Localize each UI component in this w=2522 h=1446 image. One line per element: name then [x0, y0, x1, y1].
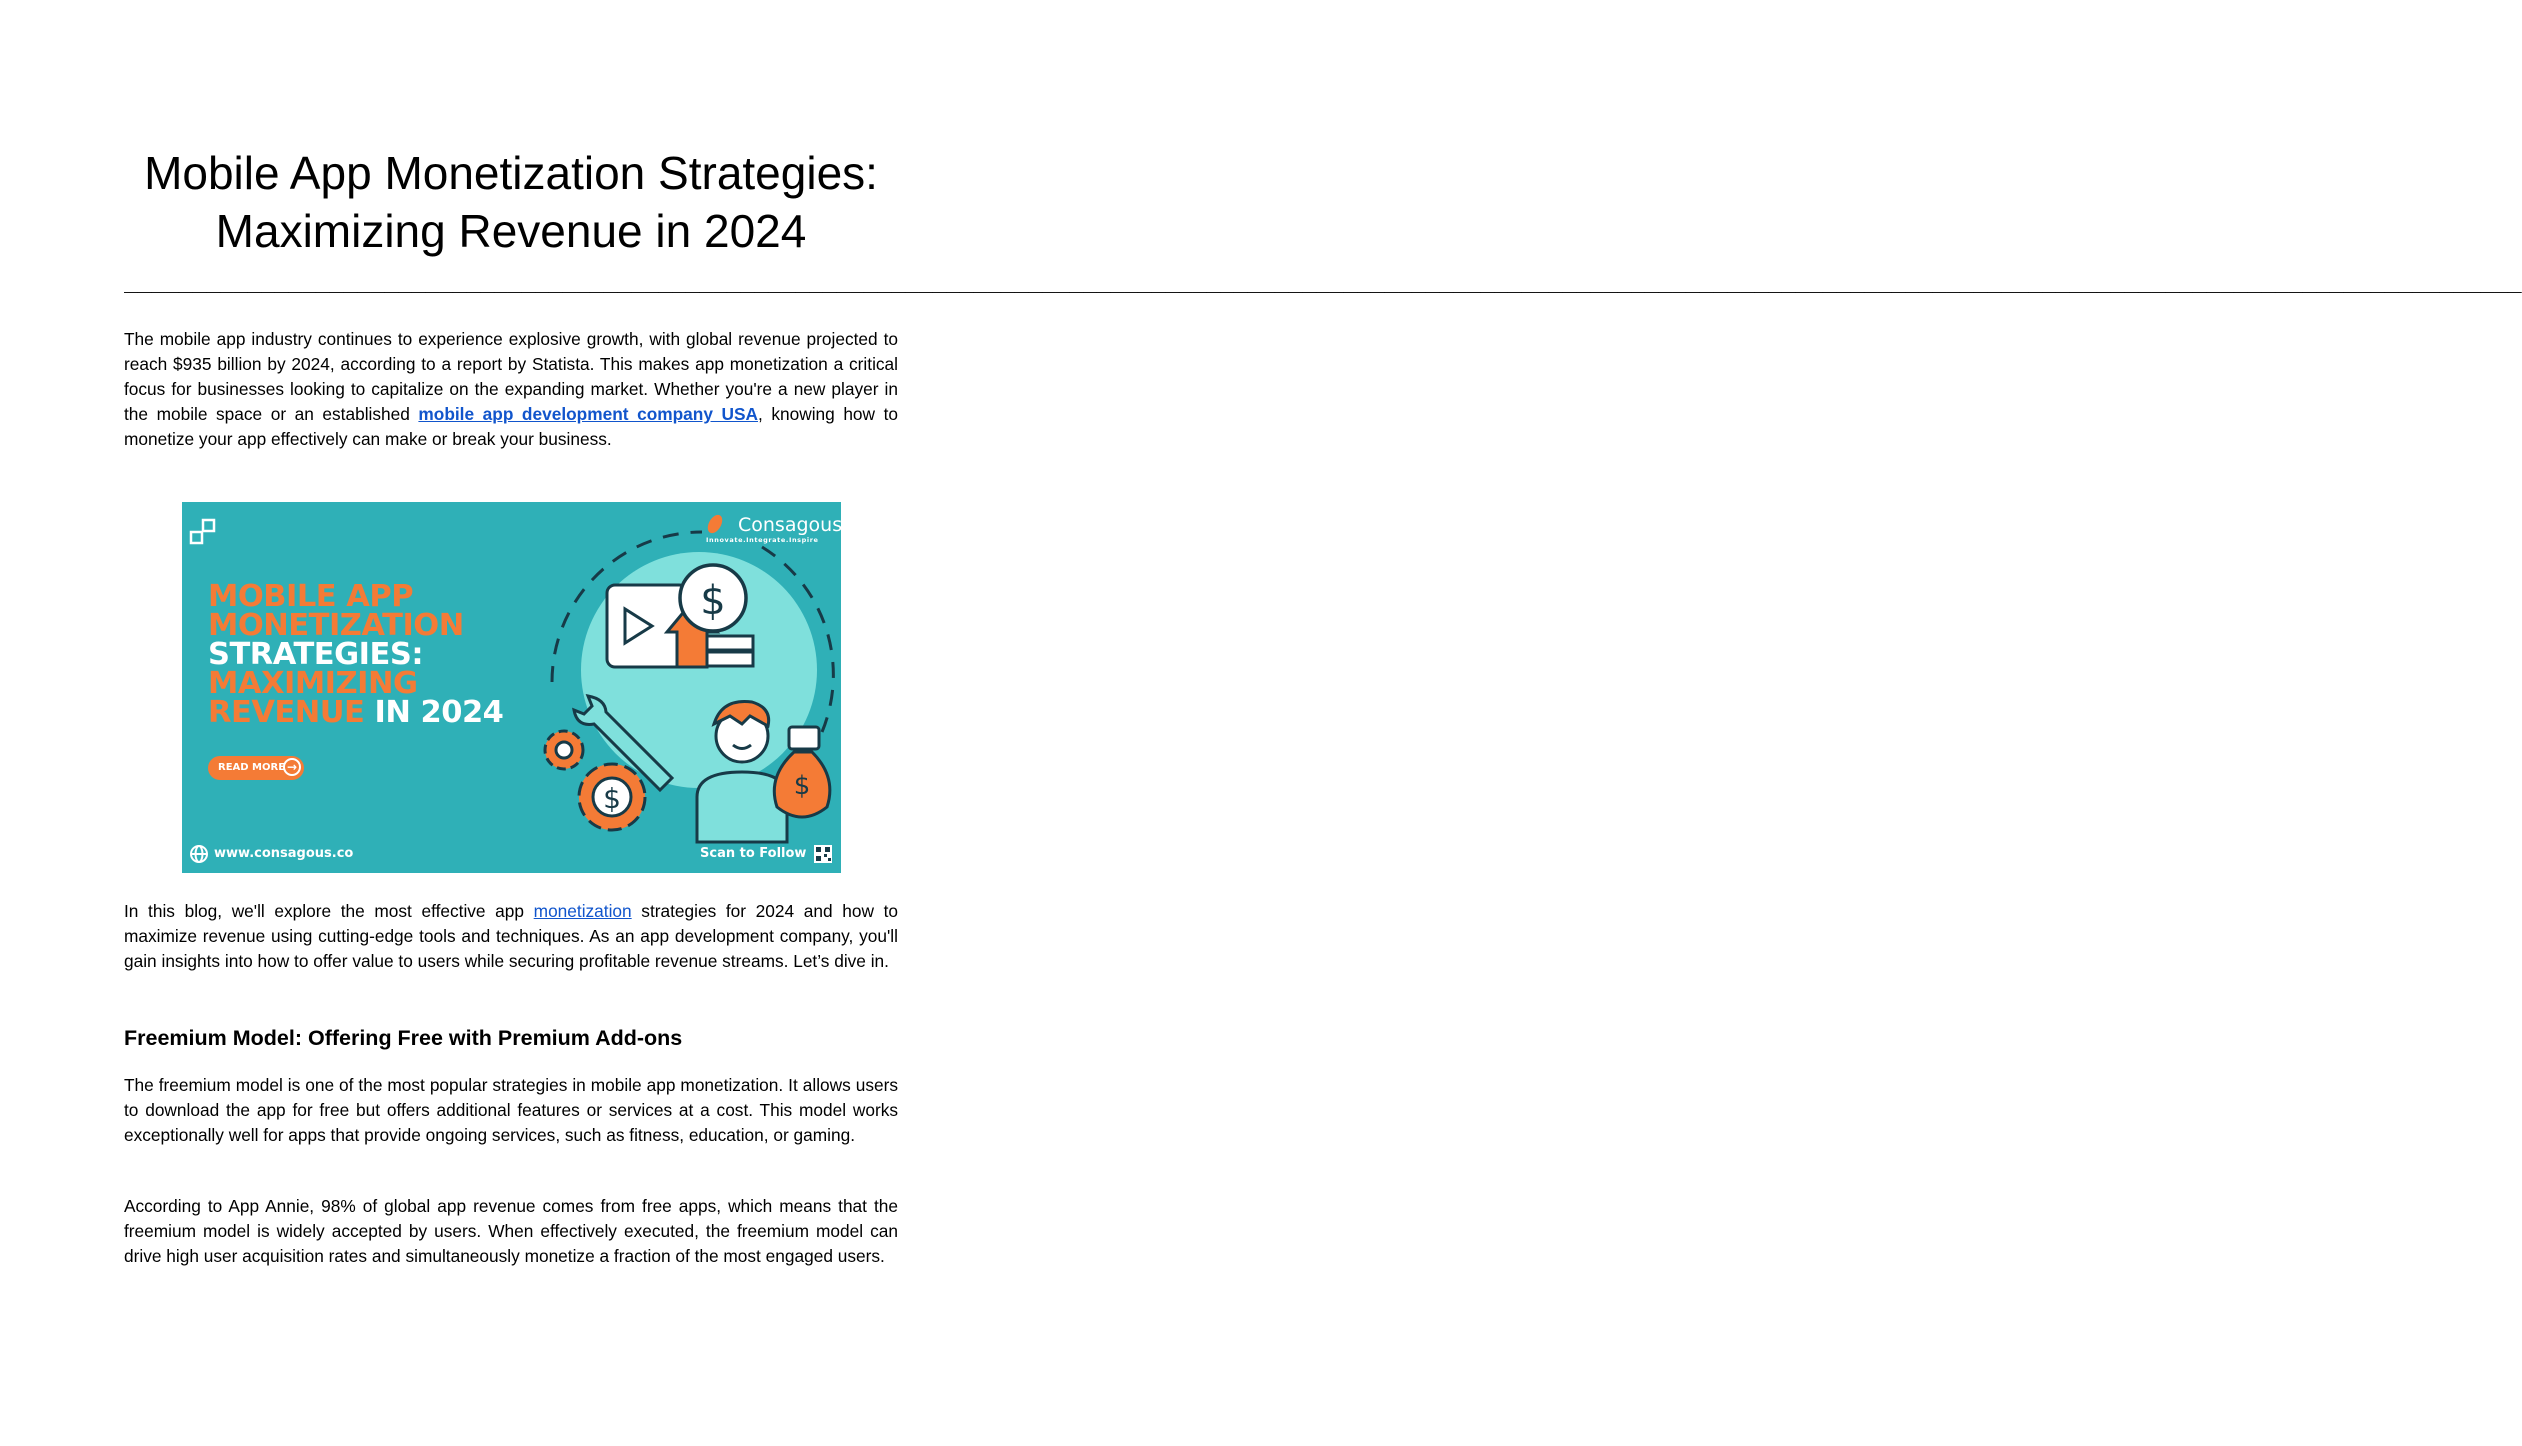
headline-line-1: MOBILE APP	[208, 579, 414, 614]
headline-line-4: MAXIMIZING	[208, 666, 418, 701]
scan-to-follow-label: Scan to Follow	[700, 846, 807, 861]
svg-text:$: $	[793, 771, 811, 801]
headline-line-5b: IN 2024	[364, 695, 504, 730]
intro-paragraph	[124, 327, 898, 452]
brand-logo: Consagous	[738, 514, 843, 536]
website-url: www.consagous.co	[214, 846, 354, 861]
intro-text-2: , knowing how to monetize your app effectively can make or break your business.	[124, 404, 898, 449]
freemium-paragraph-2: According to App Annie, 98% of global app revenue comes from free apps, which means that the freemium model is widely accepted by users. When effectively executed, the freemium model can drive high user acquisition rates and simultaneously monetize a fraction of the most engaged users.	[124, 1196, 898, 1266]
horizontal-rule: ———————————————————————————————————————————————————————————————————————————————————————————————————————————————————————————————————————————————————————————————————————————————	[124, 283, 2522, 299]
mobile-app-development-link[interactable]: mobile app development company USA	[418, 404, 758, 424]
svg-text:$: $	[700, 578, 726, 624]
monetization-link[interactable]: monetization	[533, 901, 632, 921]
intro-text-1: The mobile app industry continues to experience explosive growth, with global revenue projected to reach $935 billion by 2024, according to a report by Statista. This makes app monetization a critical focus for businesses looking to capitalize on the expanding market. Whether you're a new player in the mobile space or an established	[124, 329, 898, 424]
brand-tagline: Innovate.Integrate.Inspire	[706, 536, 819, 544]
headline-line-5a: REVENUE	[208, 695, 365, 730]
qr-code-icon	[814, 845, 832, 863]
headline-line-2: MONETIZATION	[208, 608, 464, 643]
dollar-coin-icon	[680, 565, 746, 631]
freemium-paragraph-1: The freemium model is one of the most popular strategies in mobile app monetization. It allows users to download the app for free but offers additional features or services at a cost. This model works exceptionally well for apps that provide ongoing services, such as fitness, education, or gaming.	[124, 1075, 898, 1145]
svg-text:$: $	[603, 782, 621, 815]
banner-headline	[208, 579, 504, 730]
para2-text-1: In this blog, we'll explore the most effective app	[124, 901, 534, 921]
dollar-gear-icon	[579, 764, 645, 830]
globe-icon	[191, 846, 207, 862]
headline-line-3: STRATEGIES:	[208, 637, 424, 672]
expand-icon	[191, 520, 214, 543]
title-line-2: Maximizing Revenue in 2024	[215, 205, 807, 257]
blog-intro-paragraph	[124, 899, 898, 974]
arrow-right-icon: →	[283, 758, 301, 776]
page-title	[124, 144, 898, 260]
read-more-label: READ MORE	[218, 762, 286, 773]
para2-text-2: strategies for 2024 and how to maximize revenue using cutting-edge tools and techniques. As an app development company, you'll gain insights into how to offer value to users while securing profitable revenue streams. Let’s dive in.	[124, 901, 898, 971]
featured-banner-image	[182, 502, 841, 873]
title-line-1: Mobile App Monetization Strategies:	[144, 147, 878, 199]
read-more-button[interactable]	[208, 756, 304, 780]
logo-leaf-icon	[705, 512, 725, 535]
section-heading-freemium: Freemium Model: Offering Free with Premium Add-ons	[124, 1026, 683, 1050]
gear-icon	[545, 731, 583, 769]
